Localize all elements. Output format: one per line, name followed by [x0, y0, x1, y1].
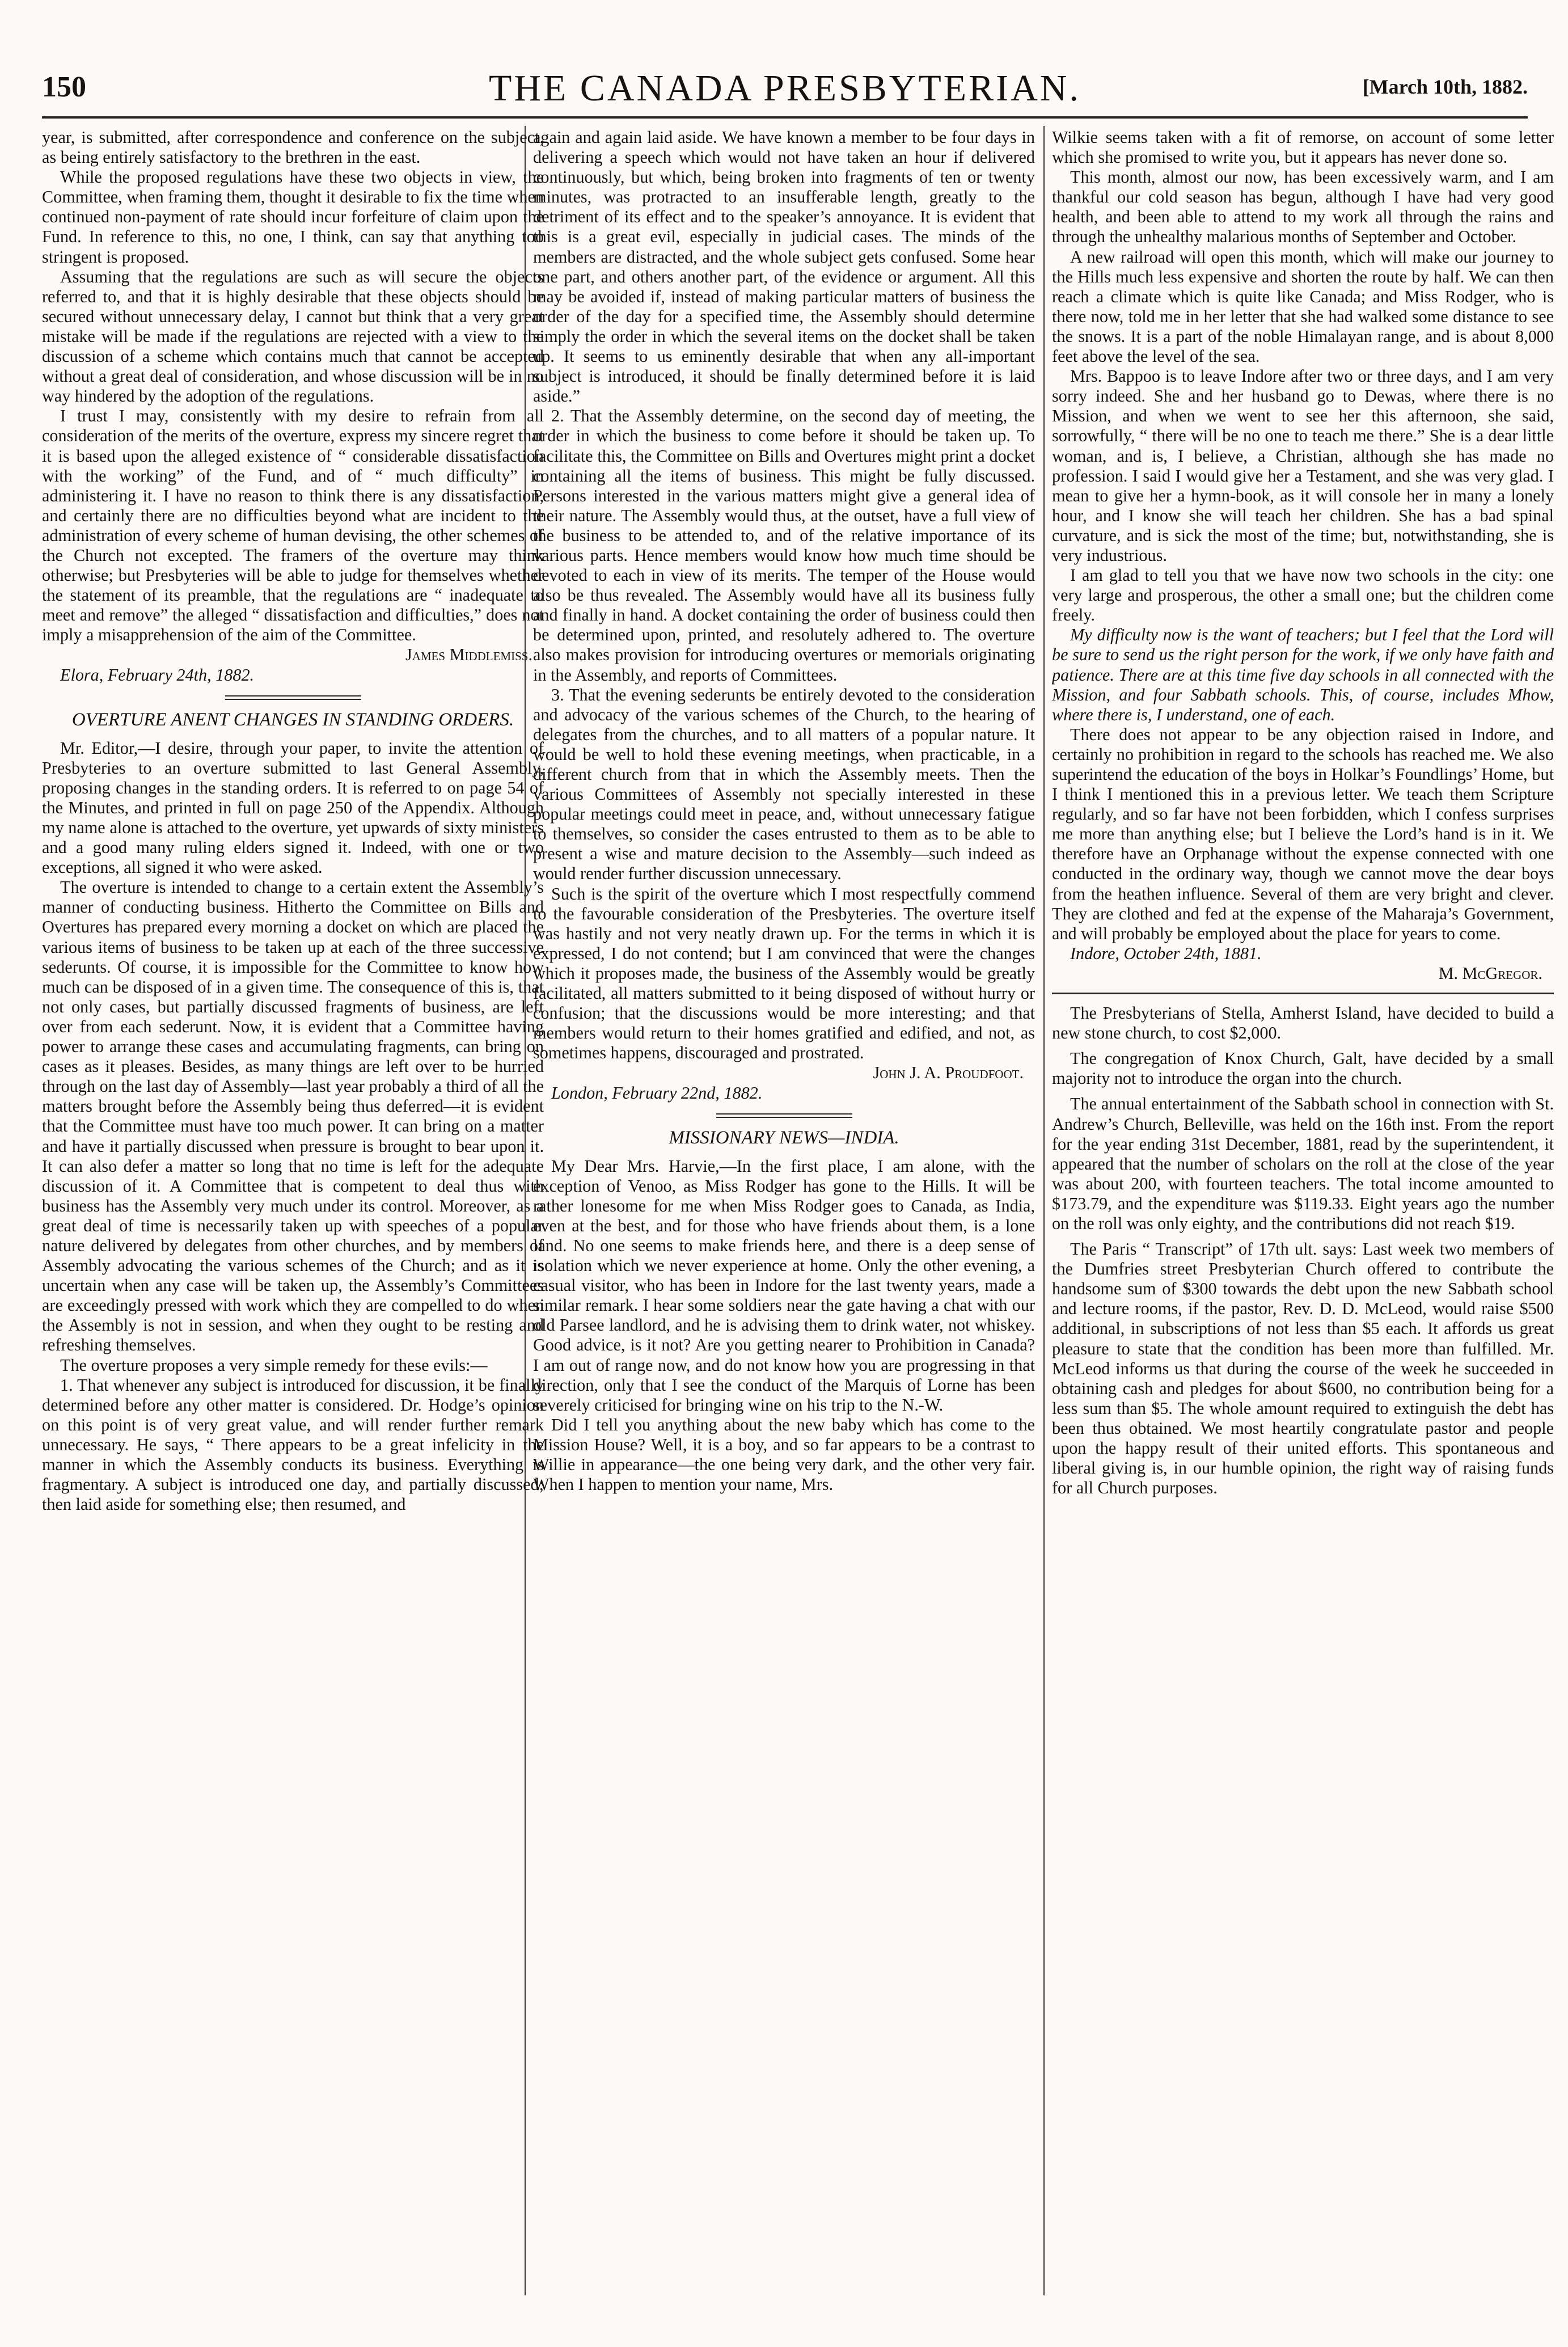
paragraph: Wilkie seems taken with a fit of remorse, on account of some letter which she promised to write you, but it appears has never done so.	[1052, 128, 1554, 167]
signature: John J. A. Proudfoot.	[873, 1063, 1024, 1083]
paragraph: My difficulty now is the want of teachers; but I feel that the Lord will be sure to send us the right person for the work, if we only have faith and patience. There are at this time five day schools in all connected with the Mission, and four Sabbath schools. This, of course, includes Mhow, where there is, I understand, one of each.	[1052, 625, 1554, 724]
newspaper-title: THE CANADA PRESBYTERIAN.	[489, 67, 1081, 109]
news-item: The annual entertainment of the Sabbath school in connection with St. Andrew’s Church, Belleville, was held on the 16th inst. From the report for the year ending 31st December, 1881, read by the superintendent, it appeared that the number of scholars on the roll at the close of the year was about 200, with fourteen teachers. The total income amounted to $173.79, and the expenditure was $119.33. Eight years ago the number on the roll was only eighty, and the contributions did not reach $19.	[1052, 1094, 1554, 1233]
page-number: 150	[42, 71, 86, 103]
dateline: Elora, February 24th, 1882.	[60, 665, 255, 685]
paragraph: Mr. Editor,—I desire, through your paper, to invite the attention of Presbyteries to an overture submitted to last General Assembly, proposing changes in the standing orders. It is referred to on page 54 of the Minutes, and printed in full on page 250 of the Appendix. Although my name alone is attached to the overture, yet upwards of sixty ministers and a good many ruling elders signed it. Indeed, with one or two exceptions, all signed it who were asked.	[42, 738, 544, 877]
dateline: Indore, October 24th, 1881.	[1070, 943, 1262, 963]
paragraph: I trust I may, consistently with my desire to refrain from all consideration of the merits of the overture, express my sincere regret that it is based upon the alleged existence of “ considerable dissatisfaction with the working” of the Fund, and of “ much difficulty” in administering it. I have no reason to think there is any dissatisfaction, and certainly there are no difficulties beyond what are incident to the administration of every scheme of human devising, the other schemes of the Church not excepted. The framers of the overture may think otherwise; but Presbyteries will be able to judge for themselves whether the statement of its preamble, that the regulations are “ inadequate to meet and remove” the alleged “ dissatisfaction and difficulties,” does not imply a misapprehension of the aim of the Committee.	[42, 406, 544, 645]
paragraph: The overture proposes a very simple remedy for these evils:—	[60, 1355, 488, 1375]
section-rule	[716, 1113, 852, 1118]
article-heading: OVERTURE ANENT CHANGES IN STANDING ORDERS.	[71, 709, 514, 730]
news-item: The Presbyterians of Stella, Amherst Island, have decided to build a new stone church, to cost $2,000.	[1052, 1003, 1554, 1043]
column-divider	[1043, 126, 1045, 2295]
paragraph: 3. That the evening sederunts be entirely devoted to the consideration and advocacy of the various schemes of the Church, to the hearing of delegates from the churches, and to all matters of a popular nature. It would be well to hold these evening meetings, when practicable, in a different church from that in which the Assembly meets. Then the various Committees of Assembly not specially interested in these popular meetings could meet in peace, and, without unnecessary fatigue to themselves, so consider the cases entrusted to them as to be able to present a wise and mature decision to the Assembly—such indeed as would render further discussion unnecessary.	[533, 685, 1035, 884]
paragraph: Assuming that the regulations are such as will secure the objects referred to, and that it is highly desirable that these objects should be secured without unnecessary delay, I cannot but think that a very great mistake will be made if the regulations are rejected with a view to the discussion of a scheme which contains much that cannot be accepted without a great deal of consideration, and whose discussion will be in no way hindered by the adoption of the regulations.	[42, 267, 544, 406]
masthead-rule	[42, 116, 1528, 119]
paragraph: Mrs. Bappoo is to leave Indore after two or three days, and I am very sorry indeed. She and her husband go to Dewas, where there is no Mission, and when we went to see her this afternoon, she said, sorrowfully, “ there will be no one to teach me there.” She is a dear little woman, and is, I believe, a Christian, although she has made no profession. I said I would give her a Testament, and she was very glad. I mean to give her a hymn-book, as it will console her in many a lonely hour, and I know she will teach her children. She has a bad spinal curvature, and is sick the most of the time; but, notwithstanding, she is very industrious.	[1052, 366, 1554, 565]
paragraph: 2. That the Assembly determine, on the second day of meeting, the order in which the business to come before it should be taken up. To facilitate this, the Committee on Bills and Overtures might print a docket containing all the items of business. This might be fully discussed. Persons interested in the various matters might give a general idea of their nature. The Assembly would thus, at the outset, have a full view of the business to be attended to, and of the relative importance of its various parts. Hence members would know how much time should be devoted to each in view of its merits. The temper of the House would also be thus revealed. The Assembly would have all its business fully and finally in hand. A docket containing the order of business could then be determined upon, printed, and resolutely adhered to. The overture also makes provision for introducing overtures or memorials originating in the Assembly, and reports of Committees.	[533, 406, 1035, 685]
paragraph: My Dear Mrs. Harvie,—In the first place, I am alone, with the exception of Venoo, as Miss Rodger has gone to the Hills. It will be rather lonesome for me when Miss Rodger goes to Canada, as India, even at the best, and for those who have friends about them, is a lone land. No one seems to make friends here, and there is a deep sense of isolation which we never experience at home. Only the other evening, a casual visitor, who has been in Indore for the last twenty years, made a similar remark. I hear some soldiers near the gate having a chat with our old Parsee landlord, and he is advising them to drink water, not whiskey. Good advice, is it not? Are you getting nearer to Prohibition in Canada? I am out of range now, and do not know how you are progressing in that direction, only that I see the conduct of the Marquis of Lorne has been severely criticised for bringing wine on his trip to the N.-W.	[533, 1156, 1035, 1415]
column-2	[533, 128, 1035, 2294]
masthead	[42, 67, 1528, 116]
section-rule	[1052, 993, 1554, 994]
news-item: The congregation of Knox Church, Galt, have decided by a small majority not to introduce the organ into the church.	[1052, 1049, 1554, 1088]
article-heading: MISSIONARY NEWS—INDIA.	[669, 1127, 899, 1148]
dateline: London, February 22nd, 1882.	[551, 1083, 763, 1103]
paragraph: There does not appear to be any objection raised in Indore, and certainly no prohibition in regard to the schools has reached me. We also superintend the education of the boys in Holkar’s Foundlings’ Home, but I think I mentioned this in a previous letter. We teach them Scripture regularly, and so far have not been forbidden, which I confess surprises me more than anything else; but I believe the Lord’s hand is in it. We therefore have an Orphanage without the expense connected with one conducted in the ordinary way, though we cannot move the dear boys from the heathen influence. Several of them are very bright and clever. They are clothed and fed at the expense of the Maharaja’s Government, and will probably be employed about the place for years to come.	[1052, 724, 1554, 943]
paragraph: While the proposed regulations have these two objects in view, the Committee, when framing them, thought it desirable to fix the time when continued non-payment of rate should incur forfeiture of claim upon the Fund. In reference to this, no one, I think, can say that anything too stringent is proposed.	[42, 167, 544, 267]
paragraph: 1. That whenever any subject is introduced for discussion, it be finally determined before any other matter is considered. Dr. Hodge’s opinion on this point is of very great value, and will render further remark unnecessary. He says, “ There appears to be a great infelicity in the manner in which the Assembly conducts its business. Everything is fragmentary. A subject is introduced one day, and partially discussed; then laid aside for something else; then resumed, and	[42, 1375, 544, 1514]
paragraph: again and again laid aside. We have known a member to be four days in delivering a speech which would not have taken an hour if delivered continuously, but which, being broken into fragments of ten or twenty minutes, was protracted to an insufferable length, greatly to the detriment of its effect and to the speaker’s annoyance. It is evident that this is a great evil, especially in judicial cases. The minds of the members are distracted, and the whole subject gets confused. Some hear one part, and others another part, of the evidence or argument. All this may be avoided if, instead of making particular matters of business the order of the day for a specified time, the Assembly should determine simply the order in which the several items on the docket shall be taken up. It seems to us eminently desirable that when any all-important subject is introduced, it should be finally determined before it is laid aside.”	[533, 128, 1035, 406]
signature: M. McGregor.	[1438, 963, 1542, 983]
column-3	[1052, 128, 1554, 2294]
news-item: The Paris “ Transcript” of 17th ult. says: Last week two members of the Dumfries street Presbyterian Church offered to contribute the handsome sum of $300 towards the debt upon the new Sabbath school and lecture rooms, if the pastor, Rev. D. D. McLeod, would raise $500 additional, in subscriptions of not less than $5 each. It affords us great pleasure to state that the condition has been more than fulfilled. Mr. McLeod informs us that during the course of the week he succeeded in obtaining cash and pledges for about $600, no contribution being for a less sum than $5. The whole amount required to extinguish the debt has been thus obtained. We most heartily congratulate pastor and people upon the happy result of their united efforts. This spontaneous and liberal giving is, in our humble opinion, the right way of raising funds for all Church purposes.	[1052, 1239, 1554, 1498]
issue-date: [March 10th, 1882.	[1362, 75, 1528, 98]
paragraph: year, is submitted, after correspondence and conference on the subject, as being entirely satisfactory to the brethren in the east.	[42, 128, 544, 167]
paragraph: Such is the spirit of the overture which I most respectfully commend to the favourable consideration of the Presbyteries. The overture itself was hastily and not very neatly drawn up. For the terms in which it is expressed, I do not contend; but I am convinced that were the changes which it proposes made, the business of the Assembly would be greatly facilitated, all matters submitted to it being disposed of without hurry or confusion; that the discussions would be more interesting; and that members would return to their homes gratified and edified, and not, as sometimes happens, discouraged and prostrated.	[533, 884, 1035, 1063]
paragraph: A new railroad will open this month, which will make our journey to the Hills much less expensive and shorten the route by half. We can then reach a climate which is quite like Canada; and Miss Rodger, who is there now, told me in her letter that she had walked some distance to see the snows. It is a part of the noble Himalayan range, and is about 8,000 feet above the level of the sea.	[1052, 247, 1554, 366]
signature: James Middlemiss.	[405, 645, 532, 665]
paragraph: This month, almost our now, has been excessively warm, and I am thankful our cold season has begun, although I have had very good health, and been able to attend to my work all through the rains and through the unhealthy malarious months of September and October.	[1052, 167, 1554, 247]
column-1	[42, 128, 544, 2294]
paragraph: The overture is intended to change to a certain extent the Assembly’s manner of conducting business. Hitherto the Committee on Bills and Overtures has prepared every morning a docket on which are placed the various items of business to be taken up at each of the three successive sederunts. Of course, it is impossible for the Committee to know how much can be disposed of in a given time. The consequence of this is, that not only cases, but partially discussed fragments of business, are left over from each sederunt. Now, it is evident that a Committee having power to arrange these cases and accumulating fragments, can bring on cases as it pleases. Besides, as many things are left over to be hurried through on the last day of Assembly—last year probably a third of all the matters brought before the Assembly being thus deferred—it is evident that the Committee must have too much power. It can bring on a matter and have it partially discussed when pressure is brought to bear upon it. It can also defer a matter so long that no time is left for the adequate discussion of it. A Committee that is competent to deal thus with business has the Assembly very much under its control. Moreover, as a great deal of time is necessarily taken up with speeches of a popular nature delivered by delegates from other churches, and by members of Assembly advocating the various schemes of the Church; and as it is uncertain when any case will be taken up, the Assembly’s Committees are exceedingly pressed with work which they are compelled to do when the Assembly is not in session, and when they ought to be resting and refreshing themselves.	[42, 877, 544, 1355]
paragraph: I am glad to tell you that we have now two schools in the city: one very large and prosperous, the other a small one; but the children come freely.	[1052, 565, 1554, 625]
section-rule	[225, 695, 361, 700]
paragraph: Did I tell you anything about the new baby which has come to the Mission House? Well, it is a boy, and so far appears to be a contrast to Willie in appearance—the one being very dark, and the other very fair. When I happen to mention your name, Mrs.	[533, 1415, 1035, 1495]
